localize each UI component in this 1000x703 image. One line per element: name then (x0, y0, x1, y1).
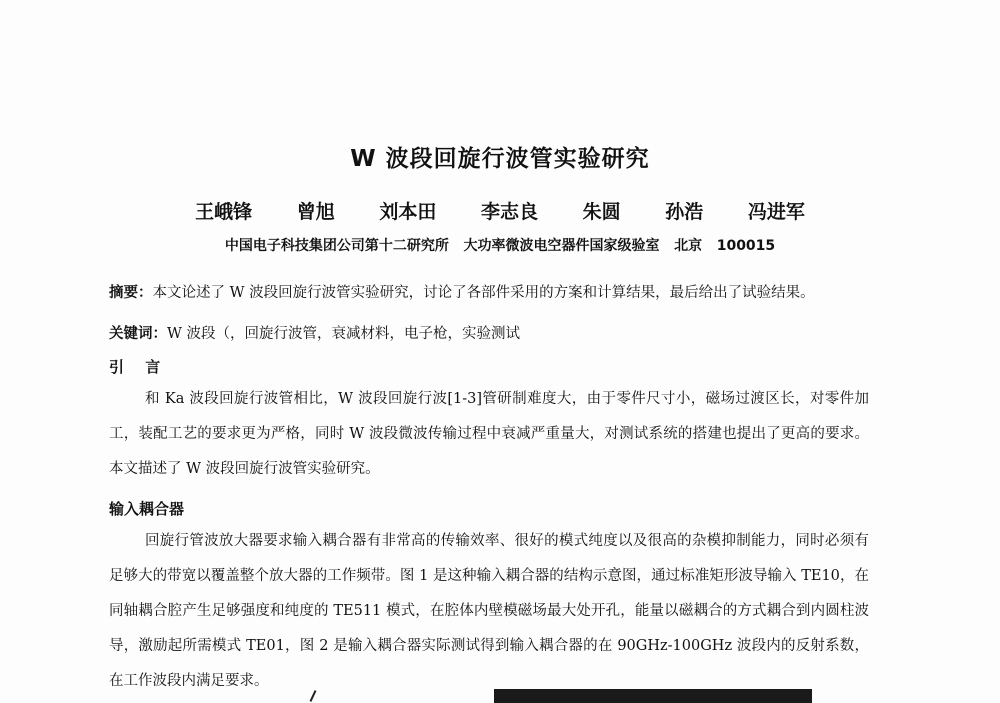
author: 曾旭 (296, 201, 335, 223)
affiliation: 中国电子科技集团公司第十二研究所 大功率微波电空器件国家级验室 北京 100015 (224, 238, 776, 254)
author-list (0, 197, 1000, 224)
abstract-text: 本文论述了 W 波段回旋行波管实验研究，讨论了各部件采用的方案和计算结果，最后给出了试验结果。 (152, 285, 815, 301)
abstract (109, 284, 869, 303)
paper-title: W 波段回旋行波管实验研究 (350, 146, 650, 172)
author: 冯进军 (747, 201, 805, 223)
section-heading-input-coupler: 输入耦合器 (109, 500, 185, 518)
figure-fragment (494, 689, 812, 703)
author: 王峨锋 (195, 201, 253, 223)
author: 朱圆 (582, 201, 621, 223)
keywords-label: 关键词： (109, 326, 167, 342)
abstract-label: 摘要： (109, 285, 153, 301)
author: 刘本田 (379, 201, 437, 223)
author: 孙浩 (665, 201, 704, 223)
author: 李志良 (480, 201, 538, 223)
section-heading-introduction: 引 言 (109, 358, 169, 376)
input-coupler-paragraph: 回旋行管波放大器要求输入耦合器有非常高的传输效率、很好的模式纯度以及很高的杂模抑制能力，同时必须有足够大的带宽以覆盖整个放大器的工作频带。图 1 是这种输入耦合器的结构示意图，通过标准矩形波导输入 TE10，在同轴耦合腔产生足够强度和纯度的 TE511 模式，在腔体内壁模磁场最大处开孔，能量以磁耦合的方式耦合到内圆柱波导，激励起所需模式 TE01，图 2 是输入耦合器实际测试得到输入耦合器的在 90GHz-100GHz 波段内的反射系数，在工作波段内满足要求。 (109, 533, 869, 689)
keywords-text: W 波段（，回旋行波管，衰减材料，电子枪，实验测试 (167, 326, 521, 342)
introduction-paragraph: 和 Ka 波段回旋行波管相比，W 波段回旋行波[1-3]管研制难度大，由于零件尺寸小，磁场过渡区长，对零件加工，装配工艺的要求更为严格，同时 W 波段微波传输过程中衰减严重量大，对测试系统的搭建也提出了更高的要求。本文描述了 W 波段回旋行波管实验研究。 (109, 391, 869, 477)
keywords (109, 325, 869, 344)
